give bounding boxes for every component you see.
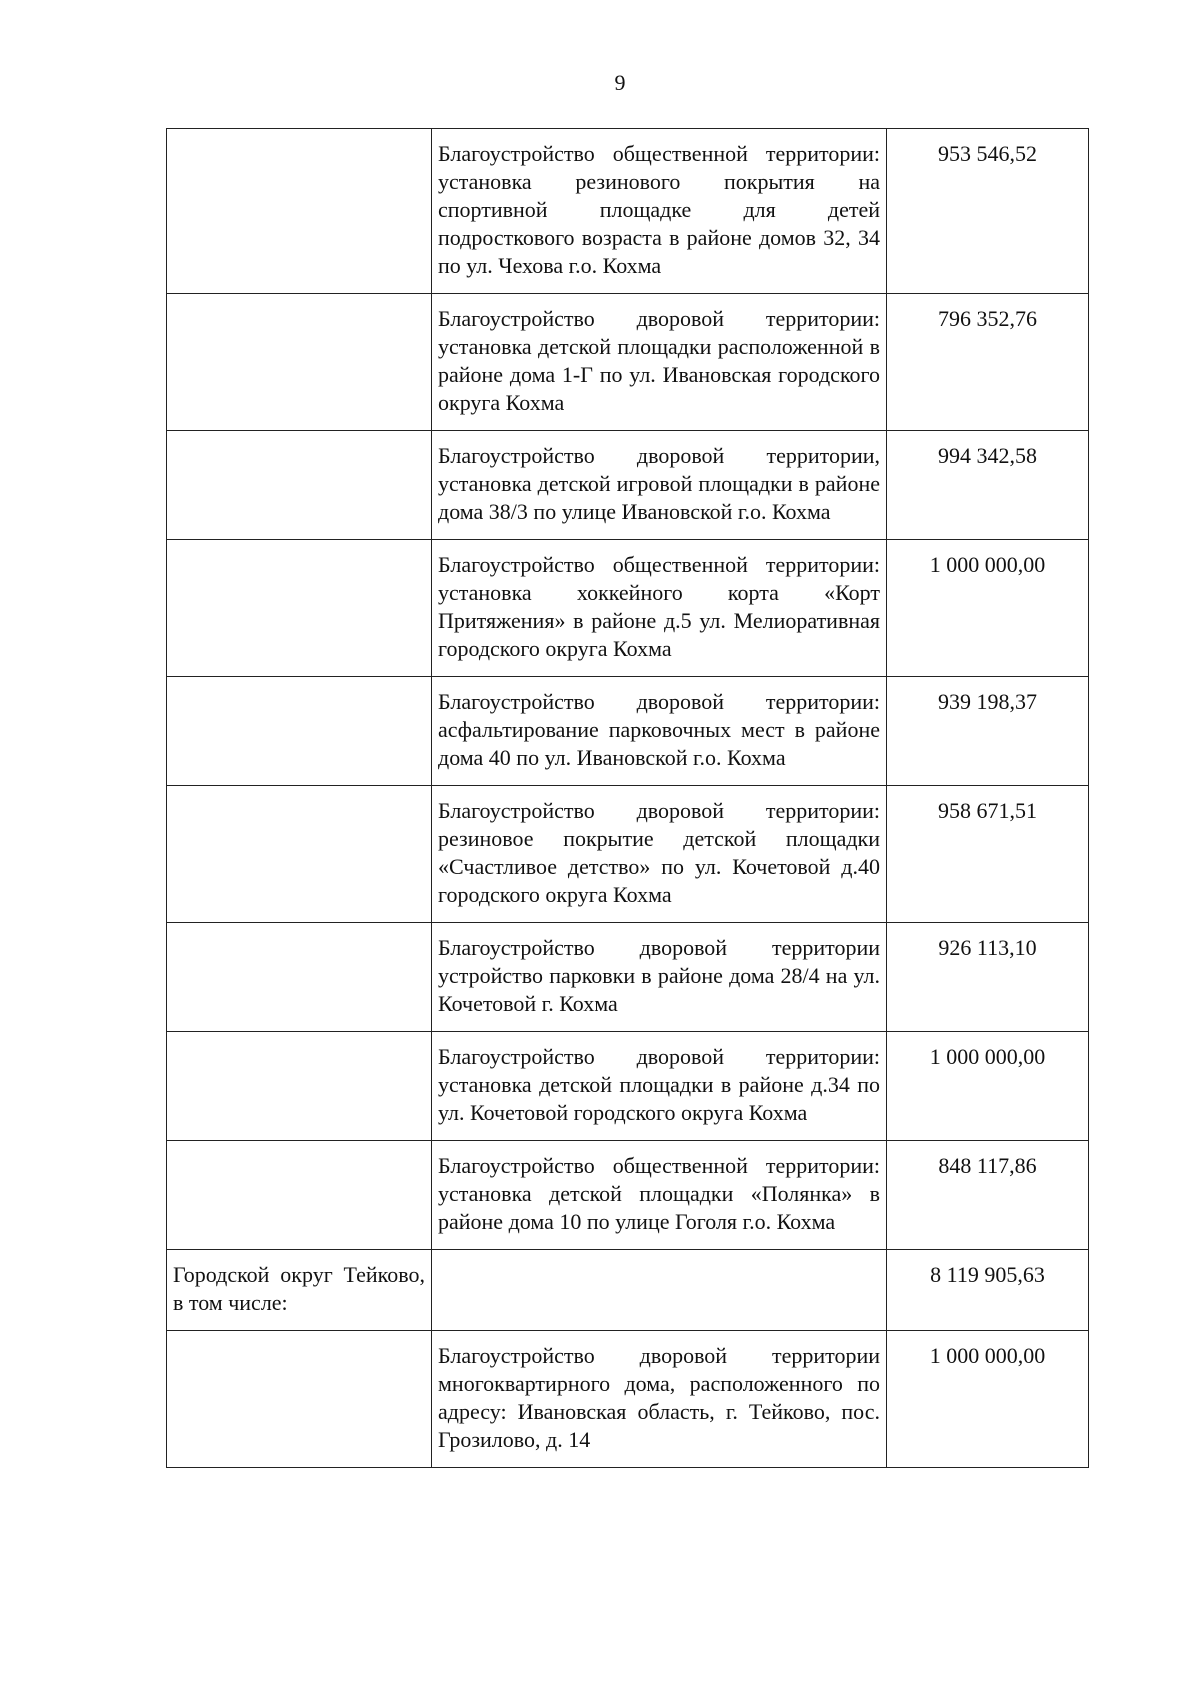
description-cell: Благоустройство дворовой территории, установка детской игровой площадки в районе дома 38/3 по улице Ивановской г.о. Кохма (432, 431, 887, 540)
amount-cell: 8 119 905,63 (887, 1250, 1089, 1331)
table-row (167, 1032, 1089, 1141)
description-cell: Благоустройство дворовой территории: установка детской площадки в районе д.34 по ул. Кочетовой городского округа Кохма (432, 1032, 887, 1141)
description-cell: Благоустройство дворовой территории: установка детской площадки расположенной в районе дома 1-Г по ул. Ивановская городского округа Кохма (432, 294, 887, 431)
table-row (167, 129, 1089, 294)
description-cell: Благоустройство дворовой территории: резиновое покрытие детской площадки «Счастливое детство» по ул. Кочетовой д.40 городского округа Кохма (432, 786, 887, 923)
municipality-cell (167, 923, 432, 1032)
municipality-cell (167, 129, 432, 294)
table-row (167, 677, 1089, 786)
amount-cell: 958 671,51 (887, 786, 1089, 923)
municipality-cell (167, 1331, 432, 1468)
description-cell: Благоустройство дворовой территории: асфальтирование парковочных мест в районе дома 40 по ул. Ивановской г.о. Кохма (432, 677, 887, 786)
table-row (167, 294, 1089, 431)
amount-cell: 796 352,76 (887, 294, 1089, 431)
amount-cell: 994 342,58 (887, 431, 1089, 540)
table-row (167, 431, 1089, 540)
page-number: 9 (614, 70, 626, 95)
table-row (167, 923, 1089, 1032)
table-row (167, 540, 1089, 677)
amount-cell: 1 000 000,00 (887, 540, 1089, 677)
amount-cell: 1 000 000,00 (887, 1331, 1089, 1468)
description-cell: Благоустройство общественной территории: установка резинового покрытия на спортивной площадке для детей подросткового возраста в районе домов 32, 34 по ул. Чехова г.о. Кохма (432, 129, 887, 294)
municipality-cell (167, 677, 432, 786)
municipality-cell (167, 540, 432, 677)
amount-cell: 953 546,52 (887, 129, 1089, 294)
amount-cell: 926 113,10 (887, 923, 1089, 1032)
description-cell (432, 1250, 887, 1331)
municipality-cell (167, 1032, 432, 1141)
amount-cell: 848 117,86 (887, 1141, 1089, 1250)
amount-cell: 1 000 000,00 (887, 1032, 1089, 1141)
description-cell: Благоустройство дворовой территории многоквартирного дома, расположенного по адресу: Ивановская область, г. Тейково, пос. Грозилово, д. 14 (432, 1331, 887, 1468)
table-row (167, 1250, 1089, 1331)
table-row (167, 1331, 1089, 1468)
description-cell: Благоустройство общественной территории: установка детской площадки «Полянка» в районе дома 10 по улице Гоголя г.о. Кохма (432, 1141, 887, 1250)
municipality-cell: Городской округ Тейково, в том числе: (167, 1250, 432, 1331)
municipality-cell (167, 431, 432, 540)
municipality-cell (167, 786, 432, 923)
description-cell: Благоустройство общественной территории: установка хоккейного корта «Корт Притяжения» в районе д.5 ул. Мелиоративная городского округа Кохма (432, 540, 887, 677)
table-row (167, 786, 1089, 923)
funding-table (166, 128, 1089, 1468)
amount-cell: 939 198,37 (887, 677, 1089, 786)
description-cell: Благоустройство дворовой территории устройство парковки в районе дома 28/4 на ул. Кочетовой г. Кохма (432, 923, 887, 1032)
municipality-cell (167, 1141, 432, 1250)
municipality-cell (167, 294, 432, 431)
table-row (167, 1141, 1089, 1250)
